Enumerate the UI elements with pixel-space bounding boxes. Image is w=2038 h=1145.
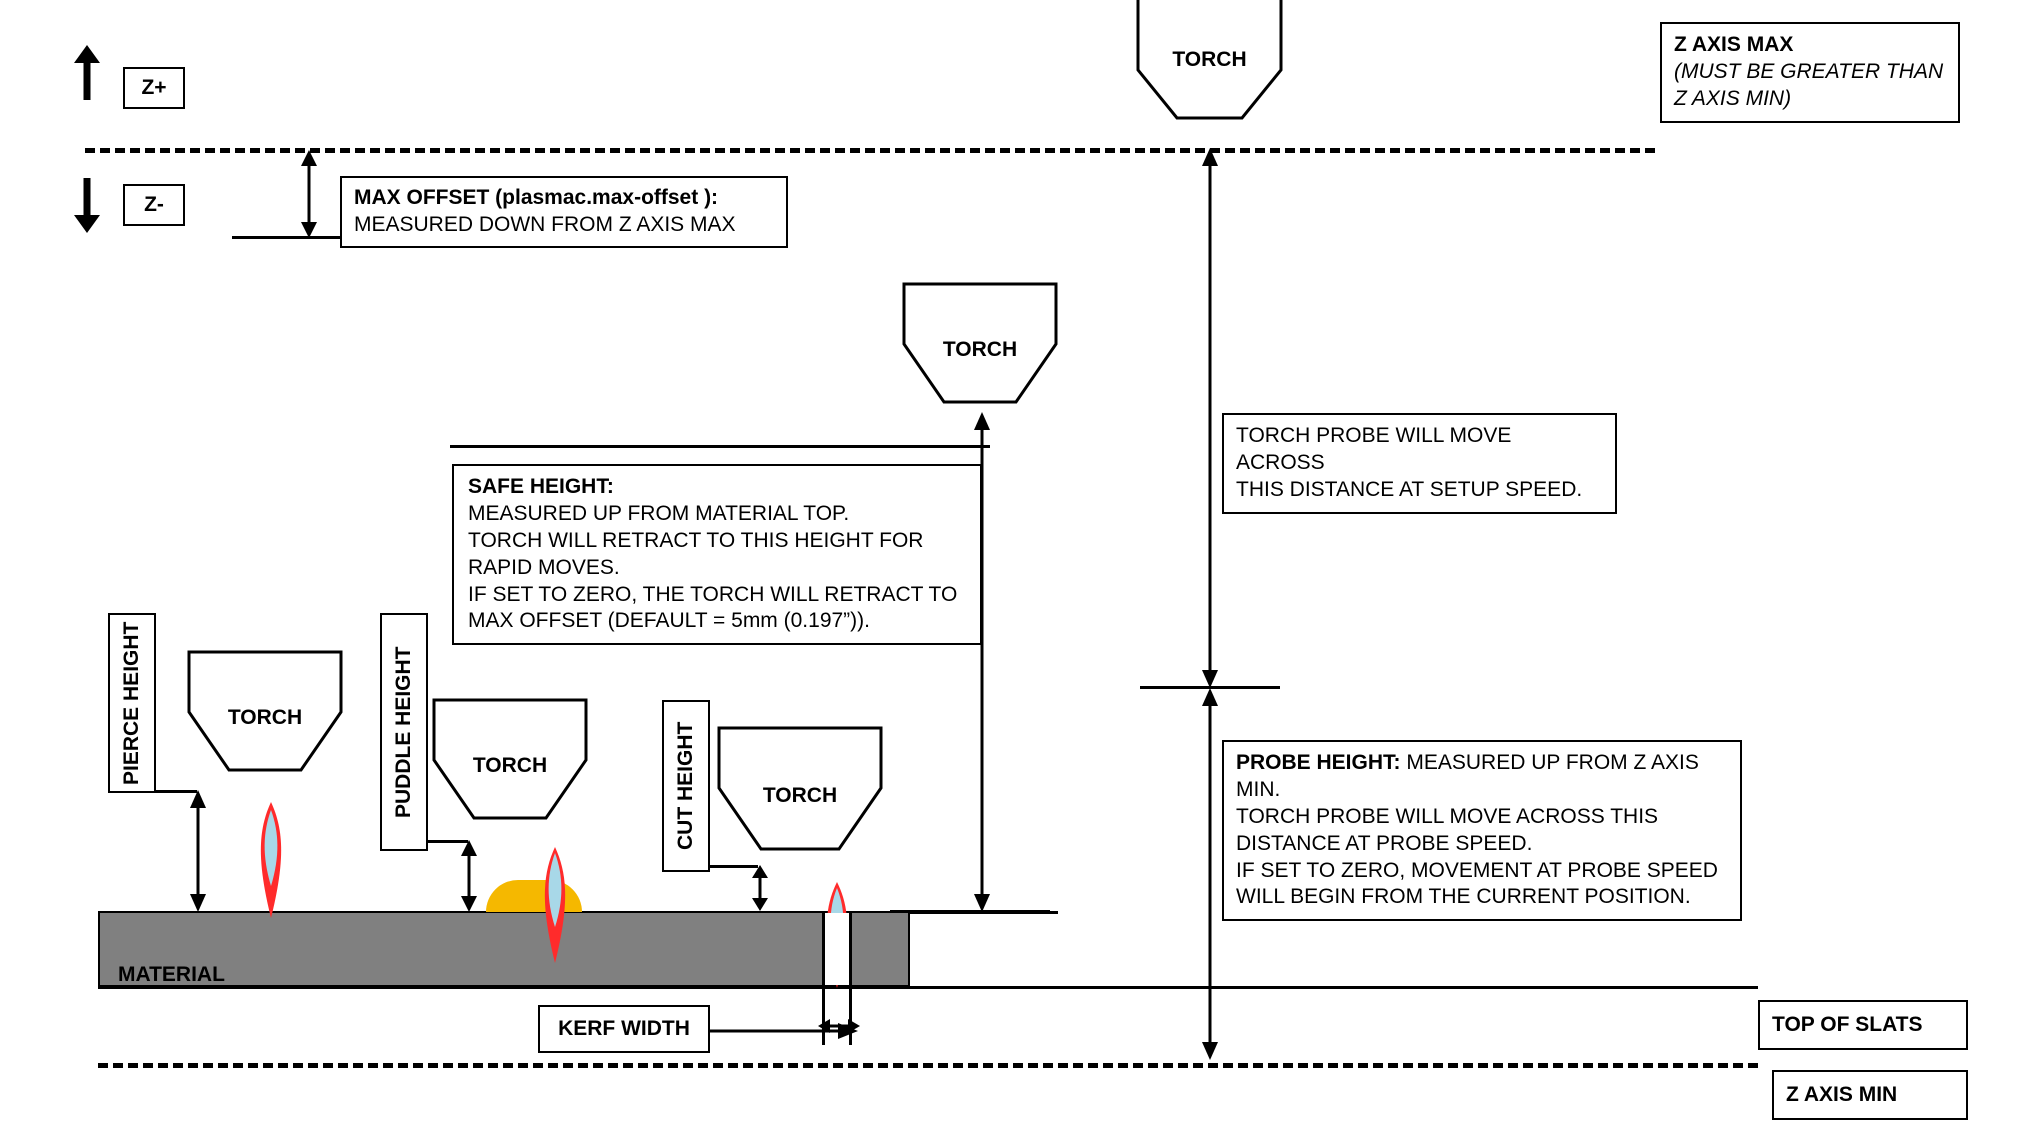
safe-height-title: SAFE HEIGHT:: [468, 475, 614, 498]
probe-height-line-4: WILL BEGIN FROM THE CURRENT POSITION.: [1236, 885, 1691, 909]
probe-height-first-line: [1236, 750, 1728, 777]
probe-height-title: PROBE HEIGHT:: [1236, 751, 1401, 774]
torch-pierce-label: TORCH: [227, 706, 303, 729]
max-offset-callout: [340, 176, 788, 248]
probe-height-first: MEASURED UP FROM Z AXIS: [1400, 751, 1699, 774]
torch-cut: [715, 726, 885, 854]
z-axis-min-line: [98, 1063, 1758, 1068]
puddle-height-top-tick: [428, 840, 468, 843]
puddle-flame-icon: [536, 845, 574, 965]
z-plus-label: [123, 67, 185, 109]
material-top-extension: [908, 911, 1058, 914]
probe-speed-measure-arrow: [1198, 688, 1222, 1060]
probe-height-line-1: TORCH PROBE WILL MOVE ACROSS THIS: [1236, 804, 1659, 828]
pierce-flame-icon: [252, 800, 290, 920]
safe-height-callout: [452, 464, 982, 645]
setup-speed-callout: [1222, 413, 1617, 514]
safe-height-line-2: RAPID MOVES.: [468, 555, 620, 579]
probe-height-line-2: DISTANCE AT PROBE SPEED.: [1236, 831, 1533, 855]
torch-top-label: TORCH: [1172, 48, 1247, 71]
torch-top: [1132, 0, 1287, 148]
safe-height-top-tick: [450, 445, 990, 448]
z-axis-max-title: Z AXIS MAX: [1674, 33, 1794, 56]
z-plus-arrow-icon: [72, 45, 102, 100]
z-minus-arrow-icon: [72, 178, 102, 233]
safe-height-line-4: MAX OFFSET (DEFAULT = 5mm (0.197”)).: [468, 609, 870, 633]
probe-height-callout: [1222, 740, 1742, 921]
cut-height-label-box: [662, 700, 710, 872]
probe-height-line-0: MIN.: [1236, 777, 1281, 801]
setup-speed-line-0: TORCH PROBE WILL MOVE ACROSS: [1236, 424, 1512, 474]
torch-safe-height-label: TORCH: [942, 338, 1018, 361]
z-minus-text: Z-: [144, 193, 164, 216]
top-of-slats-callout: [1758, 1000, 1968, 1050]
cut-height-top-tick: [710, 865, 758, 868]
max-offset-arrow-icon: [297, 150, 321, 238]
z-plus-text: Z+: [141, 76, 167, 99]
pierce-height-top-tick: [155, 790, 197, 793]
z-minus-label: [123, 184, 185, 226]
safe-height-line-1: TORCH WILL RETRACT TO THIS HEIGHT FOR: [468, 528, 924, 552]
setup-speed-measure-arrow: [1198, 148, 1222, 688]
max-offset-title: MAX OFFSET (plasmac.max-offset ):: [354, 186, 719, 209]
torch-cut-label: TORCH: [762, 784, 838, 807]
pierce-height-label-box: [108, 613, 156, 793]
z-axis-min-text: Z AXIS MIN: [1786, 1083, 1898, 1106]
setup-speed-line-1: THIS DISTANCE AT SETUP SPEED.: [1236, 477, 1583, 501]
kerf-left-extension: [822, 985, 825, 1045]
safe-height-line-3: IF SET TO ZERO, THE TORCH WILL RETRACT TO: [468, 582, 958, 606]
safe-height-line-0: MEASURED UP FROM MATERIAL TOP.: [468, 501, 850, 525]
kerf-slot: [822, 913, 852, 985]
puddle-height-measure-arrow: [457, 840, 481, 912]
pierce-height-measure-arrow: [186, 790, 210, 912]
top-of-slats-line: [98, 986, 1758, 989]
torch-puddle: [430, 698, 590, 823]
torch-safe-height: [900, 282, 1060, 407]
kerf-right-extension: [849, 985, 852, 1045]
z-axis-min-callout: [1772, 1070, 1968, 1120]
probe-height-line-3: IF SET TO ZERO, MOVEMENT AT PROBE SPEED: [1236, 858, 1718, 882]
kerf-width-label: [538, 1005, 710, 1053]
kerf-width-text: KERF WIDTH: [558, 1017, 690, 1040]
puddle-height-label-box: [380, 613, 428, 851]
torch-pierce: [185, 650, 345, 775]
z-axis-max-callout: [1660, 22, 1960, 123]
z-axis-max-note: (MUST BE GREATER THAN Z AXIS MIN): [1674, 59, 1944, 110]
pierce-height-label: PIERCE HEIGHT: [120, 621, 143, 785]
cut-height-measure-arrow: [748, 865, 772, 911]
top-of-slats-text: TOP OF SLATS: [1772, 1013, 1923, 1036]
torch-puddle-label: TORCH: [472, 754, 548, 777]
max-offset-body: MEASURED DOWN FROM Z AXIS MAX: [354, 212, 736, 236]
cut-height-label: CUT HEIGHT: [674, 721, 697, 851]
puddle-height-label: PUDDLE HEIGHT: [392, 646, 415, 818]
material-label: MATERIAL: [118, 963, 225, 986]
